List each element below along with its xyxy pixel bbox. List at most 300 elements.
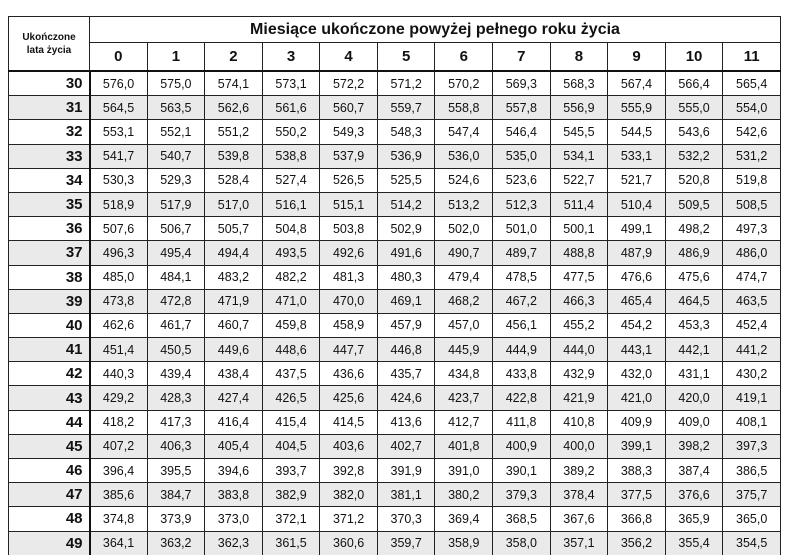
table-row — [9, 459, 781, 483]
table-cell: 380,2 — [435, 483, 493, 507]
table-cell: 418,2 — [90, 410, 148, 434]
table-cell: 407,2 — [90, 434, 148, 458]
table-cell: 515,1 — [320, 192, 378, 216]
table-cell: 425,6 — [320, 386, 378, 410]
table-cell: 404,5 — [262, 434, 320, 458]
table-body — [9, 71, 781, 555]
table-cell: 502,9 — [377, 217, 435, 241]
table-cell: 475,6 — [665, 265, 723, 289]
table-row — [9, 144, 781, 168]
row-year-label: 45 — [9, 434, 90, 458]
table-cell: 510,4 — [608, 192, 666, 216]
table-cell: 432,9 — [550, 362, 608, 386]
row-year-label: 35 — [9, 192, 90, 216]
table-cell: 409,9 — [608, 410, 666, 434]
life-expectancy-table-page — [8, 16, 781, 555]
table-row — [9, 434, 781, 458]
table-cell: 426,5 — [262, 386, 320, 410]
table-cell: 394,6 — [205, 459, 263, 483]
table-cell: 517,9 — [147, 192, 205, 216]
table-cell: 527,4 — [262, 168, 320, 192]
table-row — [9, 96, 781, 120]
table-cell: 529,3 — [147, 168, 205, 192]
table-cell: 572,2 — [320, 71, 378, 96]
table-cell: 392,8 — [320, 459, 378, 483]
table-cell: 473,8 — [90, 289, 148, 313]
table-cell: 408,1 — [723, 410, 781, 434]
table-cell: 573,1 — [262, 71, 320, 96]
table-cell: 451,4 — [90, 338, 148, 362]
month-header-11: 11 — [723, 43, 781, 72]
table-cell: 503,8 — [320, 217, 378, 241]
table-cell: 493,5 — [262, 241, 320, 265]
row-year-label: 42 — [9, 362, 90, 386]
table-cell: 485,0 — [90, 265, 148, 289]
table-cell: 562,6 — [205, 96, 263, 120]
table-cell: 441,2 — [723, 338, 781, 362]
table-cell: 400,0 — [550, 434, 608, 458]
table-cell: 432,0 — [608, 362, 666, 386]
table-cell: 491,6 — [377, 241, 435, 265]
row-year-label: 48 — [9, 507, 90, 531]
month-header-3: 3 — [262, 43, 320, 72]
corner-header — [9, 17, 90, 72]
table-cell: 508,5 — [723, 192, 781, 216]
table-cell: 576,0 — [90, 71, 148, 96]
table-cell: 486,0 — [723, 241, 781, 265]
table-cell: 471,0 — [262, 289, 320, 313]
table-cell: 367,6 — [550, 507, 608, 531]
table-cell: 381,1 — [377, 483, 435, 507]
table-cell: 563,5 — [147, 96, 205, 120]
table-cell: 566,4 — [665, 71, 723, 96]
table-cell: 520,8 — [665, 168, 723, 192]
table-cell: 560,7 — [320, 96, 378, 120]
table-cell: 405,4 — [205, 434, 263, 458]
table-cell: 464,5 — [665, 289, 723, 313]
table-cell: 421,9 — [550, 386, 608, 410]
table-cell: 522,7 — [550, 168, 608, 192]
table-cell: 459,8 — [262, 313, 320, 337]
table-cell: 391,0 — [435, 459, 493, 483]
table-cell: 455,2 — [550, 313, 608, 337]
row-year-label: 34 — [9, 168, 90, 192]
table-cell: 567,4 — [608, 71, 666, 96]
table-cell: 457,9 — [377, 313, 435, 337]
table-cell: 472,8 — [147, 289, 205, 313]
table-cell: 487,9 — [608, 241, 666, 265]
table-cell: 542,6 — [723, 120, 781, 144]
table-cell: 534,1 — [550, 144, 608, 168]
table-cell: 511,4 — [550, 192, 608, 216]
table-cell: 382,0 — [320, 483, 378, 507]
month-header-2: 2 — [205, 43, 263, 72]
table-cell: 429,2 — [90, 386, 148, 410]
table-cell: 393,7 — [262, 459, 320, 483]
table-cell: 555,9 — [608, 96, 666, 120]
table-cell: 439,4 — [147, 362, 205, 386]
table-cell: 402,7 — [377, 434, 435, 458]
table-cell: 514,2 — [377, 192, 435, 216]
table-cell: 557,8 — [493, 96, 551, 120]
table-cell: 412,7 — [435, 410, 493, 434]
table-row — [9, 507, 781, 531]
table-cell: 437,5 — [262, 362, 320, 386]
table-cell: 411,8 — [493, 410, 551, 434]
table-cell: 568,3 — [550, 71, 608, 96]
table-cell: 452,4 — [723, 313, 781, 337]
table-cell: 536,0 — [435, 144, 493, 168]
month-header-4: 4 — [320, 43, 378, 72]
table-cell: 373,0 — [205, 507, 263, 531]
table-cell: 481,3 — [320, 265, 378, 289]
table-row — [9, 289, 781, 313]
table-row — [9, 483, 781, 507]
table-row — [9, 362, 781, 386]
table-cell: 552,1 — [147, 120, 205, 144]
table-cell: 469,1 — [377, 289, 435, 313]
table-cell: 410,8 — [550, 410, 608, 434]
table-cell: 561,6 — [262, 96, 320, 120]
table-cell: 470,0 — [320, 289, 378, 313]
table-row — [9, 531, 781, 555]
table-cell: 506,7 — [147, 217, 205, 241]
table-cell: 519,8 — [723, 168, 781, 192]
table-cell: 540,7 — [147, 144, 205, 168]
table-cell: 504,8 — [262, 217, 320, 241]
table-cell: 551,2 — [205, 120, 263, 144]
month-header-5: 5 — [377, 43, 435, 72]
table-cell: 403,6 — [320, 434, 378, 458]
table-cell: 536,9 — [377, 144, 435, 168]
table-cell: 422,8 — [493, 386, 551, 410]
table-cell: 575,0 — [147, 71, 205, 96]
table-cell: 389,2 — [550, 459, 608, 483]
table-cell: 433,8 — [493, 362, 551, 386]
table-cell: 462,6 — [90, 313, 148, 337]
table-cell: 458,9 — [320, 313, 378, 337]
table-cell: 438,4 — [205, 362, 263, 386]
table-cell: 505,7 — [205, 217, 263, 241]
table-cell: 488,8 — [550, 241, 608, 265]
table-cell: 436,6 — [320, 362, 378, 386]
row-year-label: 49 — [9, 531, 90, 555]
table-cell: 545,5 — [550, 120, 608, 144]
table-cell: 479,4 — [435, 265, 493, 289]
table-cell: 376,6 — [665, 483, 723, 507]
table-cell: 550,2 — [262, 120, 320, 144]
row-year-label: 36 — [9, 217, 90, 241]
table-cell: 435,7 — [377, 362, 435, 386]
table-cell: 471,9 — [205, 289, 263, 313]
row-year-label: 31 — [9, 96, 90, 120]
table-cell: 447,7 — [320, 338, 378, 362]
table-cell: 543,6 — [665, 120, 723, 144]
table-cell: 480,3 — [377, 265, 435, 289]
corner-label-line2: lata życia — [26, 44, 72, 56]
table-row — [9, 265, 781, 289]
row-year-label: 47 — [9, 483, 90, 507]
table-cell: 570,2 — [435, 71, 493, 96]
table-cell: 385,6 — [90, 483, 148, 507]
table-cell: 467,2 — [493, 289, 551, 313]
table-row — [9, 338, 781, 362]
table-cell: 427,4 — [205, 386, 263, 410]
month-header-row — [9, 43, 781, 72]
table-cell: 396,4 — [90, 459, 148, 483]
row-year-label: 41 — [9, 338, 90, 362]
table-cell: 486,9 — [665, 241, 723, 265]
row-year-label: 33 — [9, 144, 90, 168]
table-cell: 483,2 — [205, 265, 263, 289]
table-row — [9, 241, 781, 265]
table-cell: 571,2 — [377, 71, 435, 96]
table-cell: 484,1 — [147, 265, 205, 289]
table-cell: 564,5 — [90, 96, 148, 120]
table-cell: 391,9 — [377, 459, 435, 483]
table-cell: 414,5 — [320, 410, 378, 434]
table-row — [9, 386, 781, 410]
table-cell: 415,4 — [262, 410, 320, 434]
table-cell: 474,7 — [723, 265, 781, 289]
table-cell: 554,0 — [723, 96, 781, 120]
table-cell: 364,1 — [90, 531, 148, 555]
table-cell: 357,1 — [550, 531, 608, 555]
table-cell: 379,3 — [493, 483, 551, 507]
table-cell: 365,0 — [723, 507, 781, 531]
table-cell: 416,4 — [205, 410, 263, 434]
table-cell: 496,3 — [90, 241, 148, 265]
table-cell: 565,4 — [723, 71, 781, 96]
table-cell: 524,6 — [435, 168, 493, 192]
table-cell: 356,2 — [608, 531, 666, 555]
table-cell: 513,2 — [435, 192, 493, 216]
table-cell: 375,7 — [723, 483, 781, 507]
table-cell: 478,5 — [493, 265, 551, 289]
table-cell: 516,1 — [262, 192, 320, 216]
table-cell: 409,0 — [665, 410, 723, 434]
table-cell: 446,8 — [377, 338, 435, 362]
table-cell: 544,5 — [608, 120, 666, 144]
month-header-8: 8 — [550, 43, 608, 72]
table-cell: 528,4 — [205, 168, 263, 192]
table-row — [9, 410, 781, 434]
table-cell: 360,6 — [320, 531, 378, 555]
table-cell: 476,6 — [608, 265, 666, 289]
table-cell: 569,3 — [493, 71, 551, 96]
table-cell: 450,5 — [147, 338, 205, 362]
month-header-7: 7 — [493, 43, 551, 72]
table-row — [9, 192, 781, 216]
table-cell: 500,1 — [550, 217, 608, 241]
month-header-1: 1 — [147, 43, 205, 72]
table-cell: 397,3 — [723, 434, 781, 458]
row-year-label: 32 — [9, 120, 90, 144]
table-cell: 372,1 — [262, 507, 320, 531]
table-cell: 532,2 — [665, 144, 723, 168]
table-cell: 366,8 — [608, 507, 666, 531]
table-cell: 525,5 — [377, 168, 435, 192]
table-cell: 490,7 — [435, 241, 493, 265]
month-header-9: 9 — [608, 43, 666, 72]
table-cell: 497,3 — [723, 217, 781, 241]
table-cell: 526,5 — [320, 168, 378, 192]
table-cell: 430,2 — [723, 362, 781, 386]
table-cell: 482,2 — [262, 265, 320, 289]
table-cell: 574,1 — [205, 71, 263, 96]
table-row — [9, 168, 781, 192]
table-cell: 445,9 — [435, 338, 493, 362]
table-cell: 499,1 — [608, 217, 666, 241]
table-cell: 434,8 — [435, 362, 493, 386]
table-cell: 390,1 — [493, 459, 551, 483]
table-cell: 358,9 — [435, 531, 493, 555]
table-cell: 517,0 — [205, 192, 263, 216]
table-cell: 365,9 — [665, 507, 723, 531]
table-cell: 413,6 — [377, 410, 435, 434]
table-cell: 361,5 — [262, 531, 320, 555]
table-cell: 440,3 — [90, 362, 148, 386]
table-cell: 477,5 — [550, 265, 608, 289]
table-cell: 523,6 — [493, 168, 551, 192]
table-cell: 420,0 — [665, 386, 723, 410]
table-cell: 556,9 — [550, 96, 608, 120]
table-cell: 400,9 — [493, 434, 551, 458]
table-row — [9, 71, 781, 96]
row-year-label: 43 — [9, 386, 90, 410]
table-cell: 498,2 — [665, 217, 723, 241]
table-cell: 559,7 — [377, 96, 435, 120]
table-cell: 535,0 — [493, 144, 551, 168]
table-cell: 431,1 — [665, 362, 723, 386]
table-cell: 553,1 — [90, 120, 148, 144]
table-cell: 456,1 — [493, 313, 551, 337]
table-cell: 537,9 — [320, 144, 378, 168]
table-cell: 421,0 — [608, 386, 666, 410]
table-cell: 466,3 — [550, 289, 608, 313]
month-header-0: 0 — [90, 43, 148, 72]
table-cell: 442,1 — [665, 338, 723, 362]
table-cell: 509,5 — [665, 192, 723, 216]
table-cell: 454,2 — [608, 313, 666, 337]
row-year-label: 46 — [9, 459, 90, 483]
table-cell: 384,7 — [147, 483, 205, 507]
table-cell: 378,4 — [550, 483, 608, 507]
month-header-6: 6 — [435, 43, 493, 72]
table-cell: 355,4 — [665, 531, 723, 555]
table-cell: 457,0 — [435, 313, 493, 337]
table-cell: 363,2 — [147, 531, 205, 555]
life-expectancy-table — [8, 16, 781, 555]
table-cell: 362,3 — [205, 531, 263, 555]
table-cell: 521,7 — [608, 168, 666, 192]
table-cell: 507,6 — [90, 217, 148, 241]
table-cell: 387,4 — [665, 459, 723, 483]
corner-label-line1: Ukończone — [22, 31, 76, 43]
table-cell: 358,0 — [493, 531, 551, 555]
table-cell: 530,3 — [90, 168, 148, 192]
table-cell: 424,6 — [377, 386, 435, 410]
row-year-label: 37 — [9, 241, 90, 265]
table-cell: 359,7 — [377, 531, 435, 555]
table-cell: 444,0 — [550, 338, 608, 362]
table-cell: 453,3 — [665, 313, 723, 337]
table-cell: 371,2 — [320, 507, 378, 531]
table-cell: 468,2 — [435, 289, 493, 313]
row-year-label: 39 — [9, 289, 90, 313]
table-cell: 465,4 — [608, 289, 666, 313]
table-cell: 558,8 — [435, 96, 493, 120]
table-cell: 398,2 — [665, 434, 723, 458]
table-cell: 443,1 — [608, 338, 666, 362]
table-cell: 518,9 — [90, 192, 148, 216]
table-cell: 512,3 — [493, 192, 551, 216]
table-cell: 546,4 — [493, 120, 551, 144]
table-cell: 354,5 — [723, 531, 781, 555]
table-cell: 501,0 — [493, 217, 551, 241]
table-cell: 401,8 — [435, 434, 493, 458]
table-cell: 423,7 — [435, 386, 493, 410]
table-cell: 399,1 — [608, 434, 666, 458]
table-cell: 549,3 — [320, 120, 378, 144]
row-year-label: 38 — [9, 265, 90, 289]
table-cell: 460,7 — [205, 313, 263, 337]
table-cell: 502,0 — [435, 217, 493, 241]
table-row — [9, 120, 781, 144]
table-cell: 406,3 — [147, 434, 205, 458]
table-cell: 547,4 — [435, 120, 493, 144]
row-year-label: 40 — [9, 313, 90, 337]
table-cell: 373,9 — [147, 507, 205, 531]
table-cell: 495,4 — [147, 241, 205, 265]
table-cell: 368,5 — [493, 507, 551, 531]
table-cell: 448,6 — [262, 338, 320, 362]
table-cell: 531,2 — [723, 144, 781, 168]
table-cell: 489,7 — [493, 241, 551, 265]
table-cell: 388,3 — [608, 459, 666, 483]
table-cell: 428,3 — [147, 386, 205, 410]
table-cell: 449,6 — [205, 338, 263, 362]
table-cell: 492,6 — [320, 241, 378, 265]
table-cell: 541,7 — [90, 144, 148, 168]
table-cell: 374,8 — [90, 507, 148, 531]
row-year-label: 44 — [9, 410, 90, 434]
table-cell: 444,9 — [493, 338, 551, 362]
table-cell: 382,9 — [262, 483, 320, 507]
table-cell: 463,5 — [723, 289, 781, 313]
table-cell: 533,1 — [608, 144, 666, 168]
table-cell: 461,7 — [147, 313, 205, 337]
month-header-10: 10 — [665, 43, 723, 72]
table-cell: 419,1 — [723, 386, 781, 410]
table-cell: 395,5 — [147, 459, 205, 483]
table-row — [9, 313, 781, 337]
table-cell: 386,5 — [723, 459, 781, 483]
table-cell: 555,0 — [665, 96, 723, 120]
months-group-header: Miesiące ukończone powyżej pełnego roku życia — [90, 17, 781, 43]
table-cell: 370,3 — [377, 507, 435, 531]
row-year-label: 30 — [9, 71, 90, 96]
table-cell: 538,8 — [262, 144, 320, 168]
table-cell: 369,4 — [435, 507, 493, 531]
table-cell: 417,3 — [147, 410, 205, 434]
table-cell: 494,4 — [205, 241, 263, 265]
table-cell: 548,3 — [377, 120, 435, 144]
table-row — [9, 217, 781, 241]
table-cell: 383,8 — [205, 483, 263, 507]
table-cell: 539,8 — [205, 144, 263, 168]
table-cell: 377,5 — [608, 483, 666, 507]
